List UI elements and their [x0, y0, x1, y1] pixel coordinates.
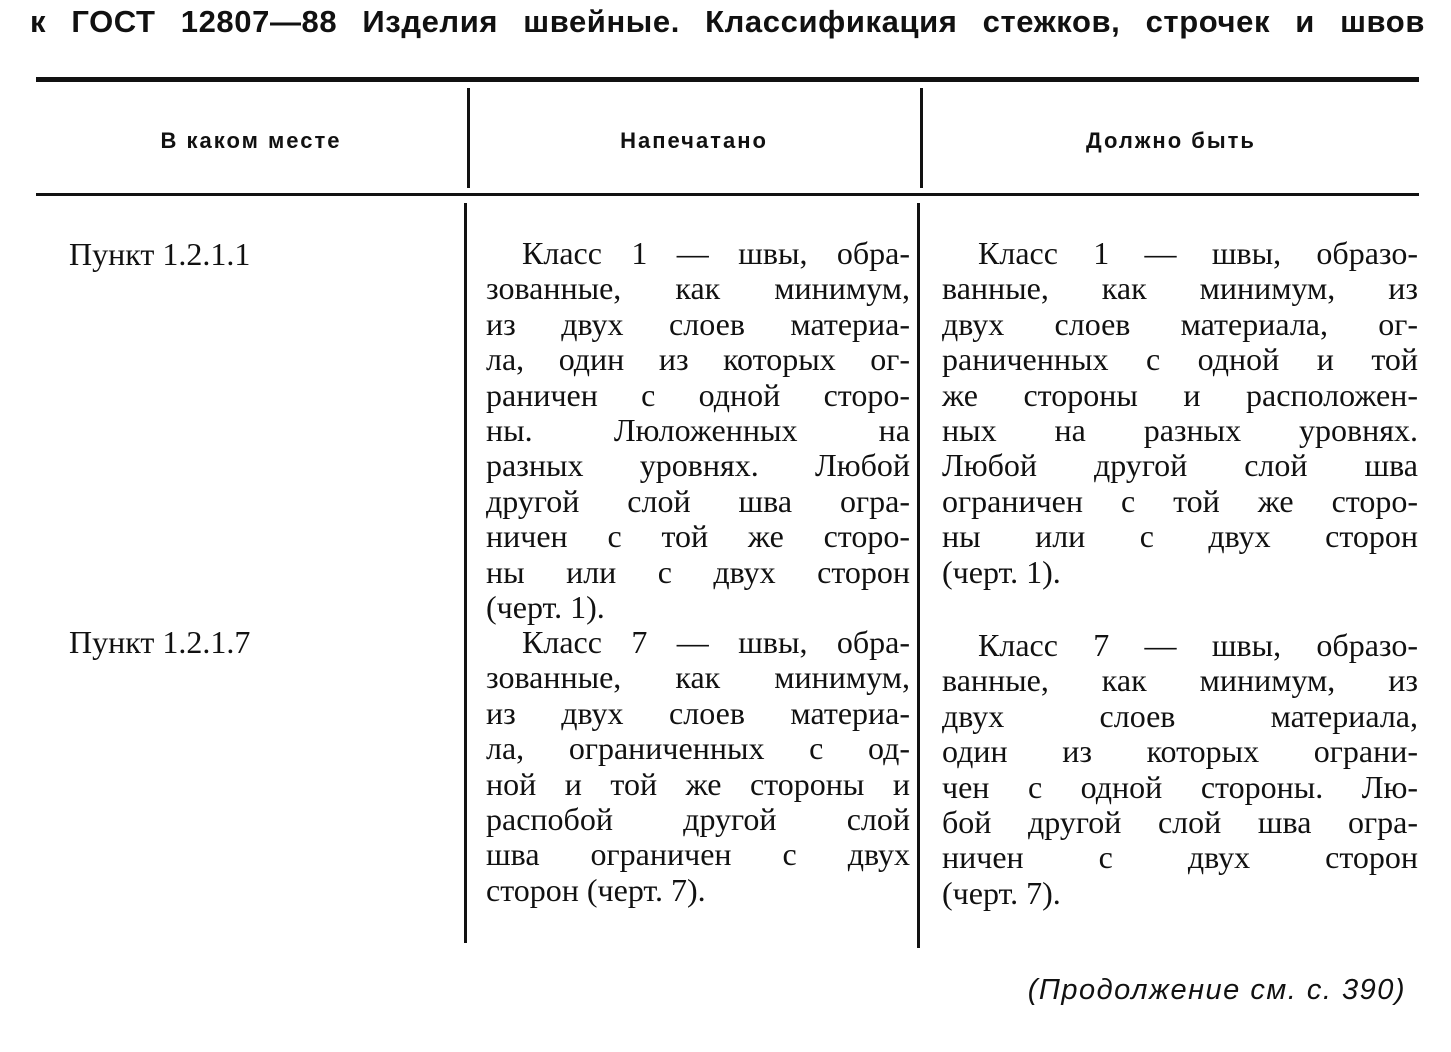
row-should-be-cell	[942, 236, 1418, 590]
text-line: Класс 7 — швы, обра-	[522, 624, 910, 660]
text-line: Любой другой слой шва	[942, 447, 1418, 484]
text-line: двух слоев материала, ог-	[942, 305, 1418, 342]
text-line: ла, ограниченных с од-	[486, 730, 910, 767]
text-line: разных уровнях. Любой	[486, 447, 910, 484]
page-title: к ГОСТ 12807—88 Изделия швейные. Классификация стежков, строчек и швов	[30, 4, 1425, 39]
text-line: ванные, как минимум, из	[942, 662, 1418, 699]
text-line: бой другой слой шва огра-	[942, 803, 1418, 840]
text-line: (черт. 1).	[942, 553, 1061, 590]
row-should-be-cell	[942, 628, 1418, 911]
column-header-place: В каком месте	[160, 128, 342, 153]
column-header-should-be: Должно быть	[1086, 128, 1256, 153]
row-printed-cell	[486, 625, 910, 908]
text-line: зованные, как минимум,	[486, 659, 910, 696]
row-place-cell: Пункт 1.2.1.7	[69, 624, 251, 660]
text-line: Класс 7 — швы, образо-	[978, 627, 1418, 663]
text-line: из двух слоев материа-	[486, 694, 910, 731]
table-top-rule	[36, 77, 1419, 82]
text-line: распобой другой слой	[486, 800, 910, 837]
text-line: Класс 1 — швы, образо-	[978, 235, 1418, 271]
continuation-note: (Продолжение см. с. 390)	[1027, 974, 1406, 1006]
text-line: шва ограничен с двух	[486, 836, 910, 873]
text-line: ны или с двух сторон	[942, 518, 1418, 555]
text-line: другой слой шва огра-	[486, 482, 910, 519]
header-bottom-rule	[36, 193, 1419, 196]
text-line: зованные, как минимум,	[486, 270, 910, 307]
text-line: двух слоев материала,	[942, 697, 1418, 734]
column-header-printed: Напечатано	[620, 128, 768, 153]
text-line: ничен с двух сторон	[942, 839, 1418, 876]
column-divider	[917, 203, 920, 948]
text-line: один из которых ограни-	[942, 733, 1418, 770]
text-line: ванные, как минимум, из	[942, 270, 1418, 307]
column-divider	[464, 203, 467, 943]
text-line: ничен с той же сторо-	[486, 518, 910, 555]
text-line: (черт. 7).	[942, 874, 1061, 911]
text-line: раничен с одной сторо-	[486, 376, 910, 413]
row-place-cell: Пункт 1.2.1.1	[69, 236, 251, 272]
text-line: сторон (черт. 7).	[486, 871, 706, 908]
text-line: же стороны и расположен-	[942, 376, 1418, 413]
text-line: ограничен с той же сторо-	[942, 482, 1418, 519]
text-line: (черт. 1).	[486, 588, 605, 625]
row-printed-cell	[486, 236, 910, 625]
text-line: раниченных с одной и той	[942, 341, 1418, 378]
text-line: чен с одной стороны. Лю-	[942, 768, 1418, 805]
text-line: ных на разных уровнях.	[942, 411, 1418, 448]
text-line: из двух слоев материа-	[486, 305, 910, 342]
text-line: Класс 1 — швы, обра-	[522, 235, 910, 271]
text-line: ны. Люложенных на	[486, 411, 910, 448]
text-line: ной и той же стороны и	[486, 765, 910, 802]
text-line: ла, один из которых ог-	[486, 341, 910, 378]
text-line: ны или с двух сторон	[486, 553, 910, 590]
